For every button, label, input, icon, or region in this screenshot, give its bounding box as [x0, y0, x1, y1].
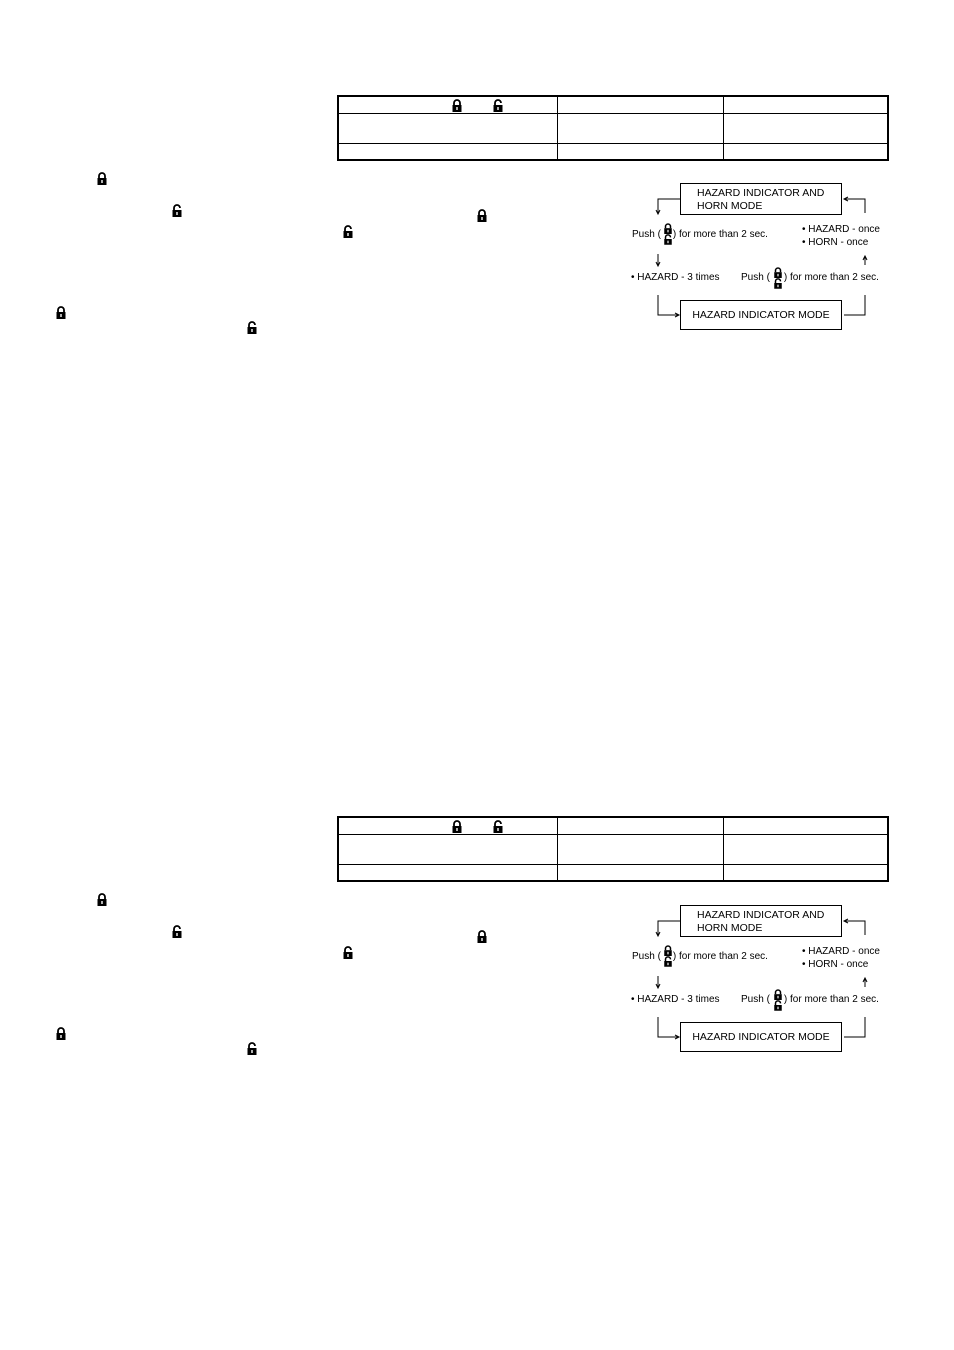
unlock-icon [342, 946, 354, 959]
lock-icon [96, 893, 108, 906]
settings-table [337, 816, 889, 882]
top-box-line2: HORN MODE [697, 922, 763, 934]
horn-once: • HORN - once [802, 959, 869, 970]
hazard-3-times: • HAZARD - 3 times [631, 272, 720, 283]
lock-icon [96, 172, 108, 185]
hazard-once: • HAZARD - once [802, 946, 880, 957]
lock-icon [476, 209, 488, 222]
lock-unlock-buttons-icon [773, 989, 783, 1011]
push-instruction-left: Push ( ) for more than 2 sec. [632, 229, 768, 240]
top-box-line2: HORN MODE [697, 200, 763, 212]
lock-unlock-buttons-icon [663, 945, 673, 967]
hazard-3-times: • HAZARD - 3 times [631, 994, 720, 1005]
push-instruction-left: Push ( ) for more than 2 sec. [632, 951, 768, 962]
settings-table [337, 95, 889, 161]
lock-unlock-buttons-icon [773, 267, 783, 289]
lock-unlock-buttons-icon [663, 223, 673, 245]
top-box-line1: HAZARD INDICATOR AND [697, 909, 825, 921]
lock-icon [55, 306, 67, 319]
mode-diagram [620, 905, 892, 1065]
hazard-indicator-mode-box: HAZARD INDICATOR MODE [680, 1022, 842, 1052]
push-instruction-right: Push ( ) for more than 2 sec. [741, 272, 879, 283]
lock-icon [451, 820, 463, 833]
lock-icon [476, 930, 488, 943]
hazard-and-horn-mode-box [680, 183, 842, 215]
unlock-icon [171, 204, 183, 217]
hazard-and-horn-mode-box [680, 905, 842, 937]
lock-icon [55, 1027, 67, 1040]
lock-icon [451, 99, 463, 112]
top-box-line1: HAZARD INDICATOR AND [697, 187, 825, 199]
hazard-once: • HAZARD - once [802, 224, 880, 235]
unlock-icon [171, 925, 183, 938]
hazard-indicator-mode-box: HAZARD INDICATOR MODE [680, 300, 842, 330]
unlock-icon [246, 1042, 258, 1055]
unlock-icon [246, 321, 258, 334]
horn-once: • HORN - once [802, 237, 869, 248]
push-instruction-right: Push ( ) for more than 2 sec. [741, 994, 879, 1005]
unlock-icon [492, 99, 504, 112]
unlock-icon [492, 820, 504, 833]
unlock-icon [342, 225, 354, 238]
mode-diagram [620, 183, 892, 343]
